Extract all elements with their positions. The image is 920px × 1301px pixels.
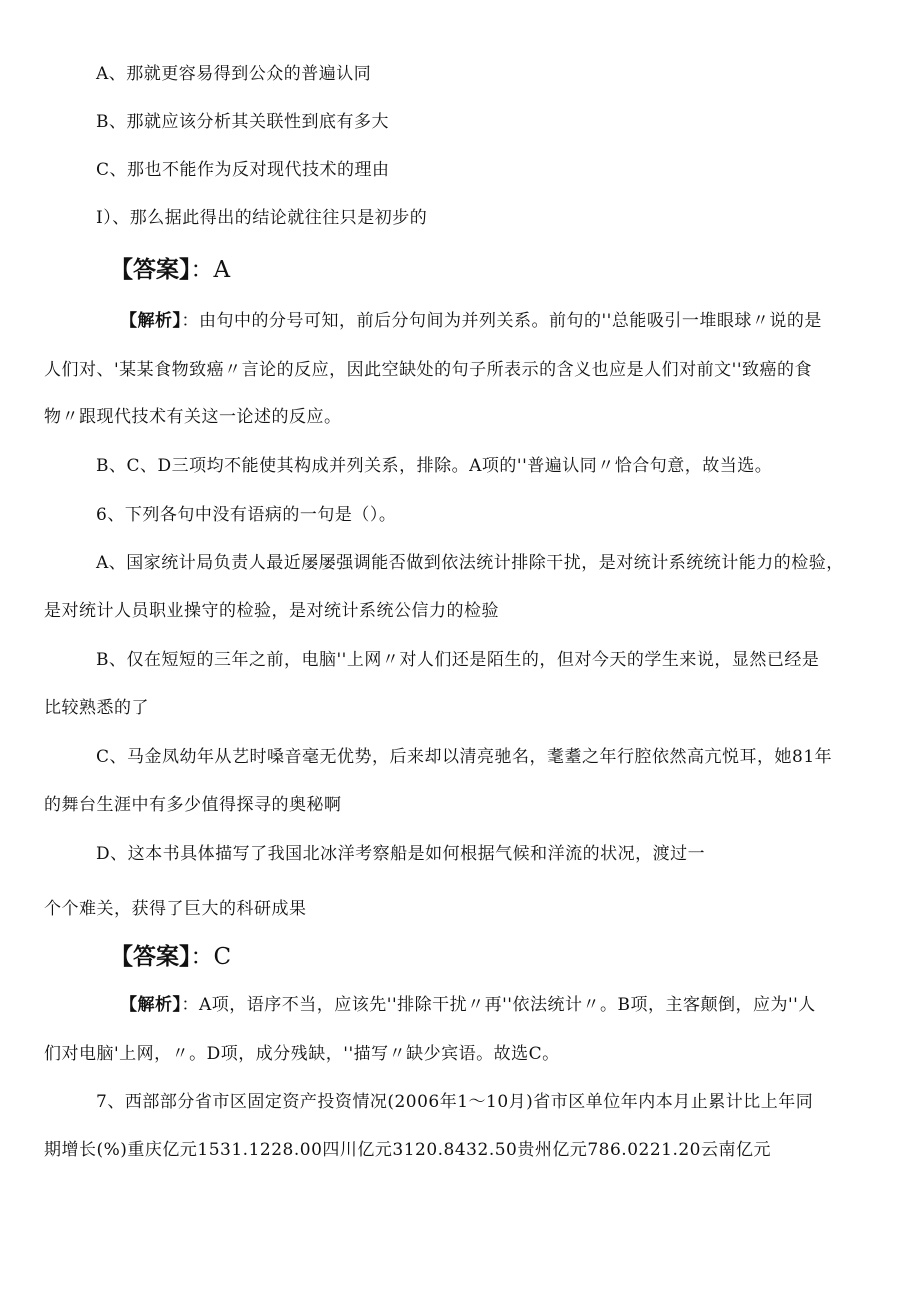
q5-answer-tag: 【答案】 [110,257,191,283]
q6-stem: 6、下列各句中没有语病的一句是（）。 [96,505,397,525]
q6-option-b-line-2: 比较熟悉的了 [44,698,149,718]
q6-analysis-line-1 [120,994,816,1016]
q6-analysis-line-2: 们对电脑'上网，〃。D项，成分残缺，''描写〃缺少宾语。故选C。 [44,1044,560,1064]
q7-line-2: 期增长(%)重庆亿元1531.1228.00四川亿元3120.8432.50贵州亿元786.0221.20云南亿元 [44,1140,772,1160]
q6-option-a-line-1: A、国家统计局负责人最近屡屡强调能否做到依法统计排除干扰，是对统计系统统计能力的检验， [96,553,844,573]
q6-option-c-line-2: 的舞台生涯中有多少值得探寻的奥秘啊 [44,795,342,815]
q5-analysis-tag: 【解析】 [120,311,182,331]
q5-analysis-line-3: 物〃跟现代技术有关这一论述的反应。 [44,407,342,427]
q6-answer-tag: 【答案】 [110,944,191,970]
q5-option-d: I）、那么据此得出的结论就往往只是初步的 [96,208,428,228]
q5-analysis-line-4: B、C、D三项均不能使其构成并列关系，排除。A项的''普遍认同〃恰合句意，故当选。 [96,456,773,476]
q6-option-d-line-2: 个个难关，获得了巨大的科研成果 [44,899,307,919]
q5-option-a: A、那就更容易得到公众的普遍认同 [96,64,372,84]
q6-option-b-line-1: B、仅在短短的三年之前，电脑''上网〃对人们还是陌生的，但对今天的学生来说，显然已经是 [96,650,820,670]
q6-option-d-line-1: D、这本书具体描写了我国北冰洋考察船是如何根据气候和洋流的状况，渡过一 [96,844,706,864]
q5-analysis-text-1: ：由句中的分号可知，前后分句间为并列关系。前句的''总能吸引一堆眼球〃说的是 [181,311,822,331]
q6-option-a-line-2: 是对统计人员职业操守的检验，是对统计系统公信力的检验 [44,601,499,621]
q6-option-c-line-1: C、马金凤幼年从艺时嗓音毫无优势，后来却以清亮驰名，耄耋之年行腔依然高亢悦耳，她81年 [96,747,833,767]
q5-answer-value: ：A [190,257,231,283]
q6-analysis-tag: 【解析】 [120,995,182,1015]
q6-answer [110,942,231,972]
q5-analysis-line-2: 人们对、'某某食物致癌〃言论的反应，因此空缺处的句子所表示的含义也应是人们对前文''致癌的食 [44,360,813,380]
q5-analysis-line-1 [120,310,822,332]
q7-line-1: 7、西部部分省市区固定资产投资情况(2006年1～10月)省市区单位年内本月止累计比上年同 [96,1092,814,1112]
q6-analysis-text-1: ：A项，语序不当，应该先''排除干扰〃再''依法统计〃。B项，主客颠倒，应为''人 [181,995,816,1015]
q5-option-c: C、那也不能作为反对现代技术的理由 [96,160,390,180]
q5-answer [110,255,230,285]
q6-answer-value: ：C [190,944,232,970]
q5-option-b: B、那就应该分析其关联性到底有多大 [96,112,389,132]
